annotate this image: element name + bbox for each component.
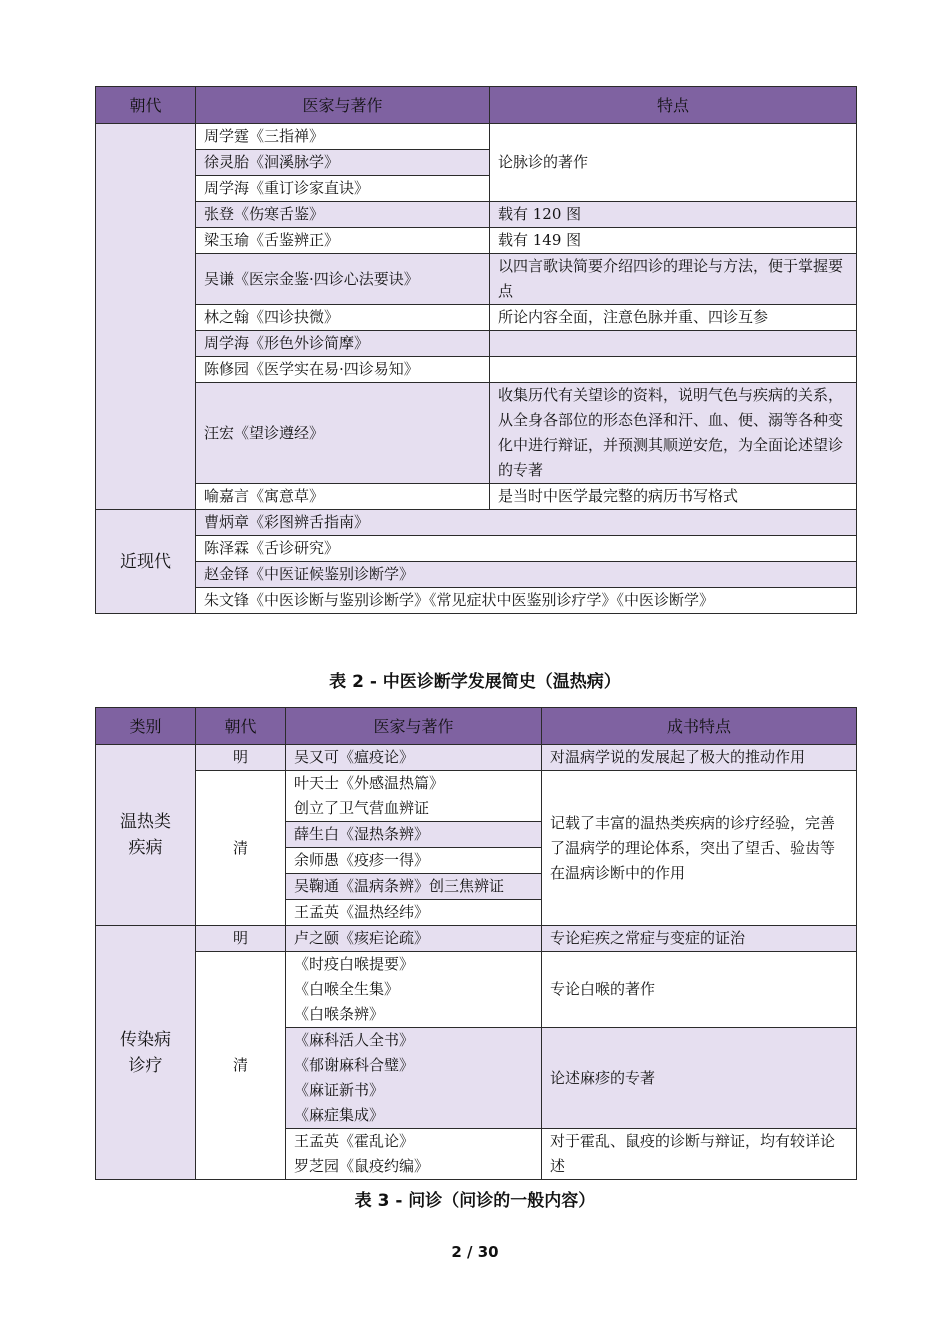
- feature-cell: 论脉诊的著作: [490, 124, 857, 202]
- modern-work-cell: 朱文锋《中医诊断与鉴别诊断学》《常见症状中医鉴别诊疗学》《中医诊断学》: [196, 588, 857, 614]
- feature-cell: 对于霍乱、鼠疫的诊断与辩证，均有较详论述: [542, 1129, 857, 1180]
- feature-cell: 所论内容全面，注意色脉并重、四诊互参: [490, 305, 857, 331]
- table-row: [96, 745, 857, 771]
- table-row: [96, 510, 857, 536]
- work-cell: [286, 771, 542, 822]
- feature-cell: 载有 120 图: [490, 202, 857, 228]
- work-line: 王孟英《霍乱论》: [294, 1132, 415, 1150]
- feature-cell: 专论白喉的著作: [542, 952, 857, 1028]
- work-cell: [286, 952, 542, 1028]
- work-cell: 吴鞠通《温病条辨》创三焦辨证: [286, 874, 542, 900]
- table-row: [96, 305, 857, 331]
- page-number: 2 / 30: [451, 1243, 499, 1261]
- dynasty-cell: 清: [196, 771, 286, 926]
- feature-cell: 专论疟疾之常症与变症的证治: [542, 926, 857, 952]
- table-header-row: [96, 87, 857, 124]
- dynasty-cell: 明: [196, 926, 286, 952]
- category-line: 传染病: [120, 1029, 171, 1050]
- work-line: 《麻症集成》: [294, 1106, 385, 1124]
- work-line: 罗芝园《鼠疫约编》: [294, 1157, 430, 1175]
- category-line: 疾病: [128, 838, 163, 858]
- feature-cell: [490, 331, 857, 357]
- table-warm-disease: [95, 707, 857, 1180]
- table-row: [96, 383, 857, 484]
- table-row: [96, 228, 857, 254]
- header-dynasty: 朝代: [96, 87, 196, 124]
- modern-work-cell: 曹炳章《彩图辨舌指南》: [196, 510, 857, 536]
- modern-work-cell: 赵金铎《中医证候鉴别诊断学》: [196, 562, 857, 588]
- work-cell: 张登《伤寒舌鉴》: [196, 202, 490, 228]
- category-cell-warm: [96, 745, 196, 926]
- work-line: 《时疫白喉提要》: [294, 955, 415, 973]
- work-line: 创立了卫气营血辨证: [294, 799, 430, 817]
- feature-cell: 是当时中医学最完整的病历书写格式: [490, 484, 857, 510]
- work-cell: 吴谦《医宗金鉴·四诊心法要诀》: [196, 254, 490, 305]
- table-row: [96, 952, 857, 1028]
- work-line: 《白喉条辨》: [294, 1005, 385, 1023]
- dynasty-cell: 清: [196, 952, 286, 1180]
- table-row: [96, 124, 857, 150]
- work-cell: 梁玉瑜《舌鉴辨正》: [196, 228, 490, 254]
- table2-title: 表 2 - 中医诊断学发展简史（温热病）: [329, 672, 621, 692]
- work-cell: [286, 1028, 542, 1129]
- table-header-row: [96, 708, 857, 745]
- work-cell: 周学海《重订诊家直诀》: [196, 176, 490, 202]
- feature-cell: 记载了丰富的温热类疾病的诊疗经验，完善了温病学的理论体系，突出了望舌、验齿等在温病诊断中的作用: [542, 771, 857, 926]
- work-cell: 卢之颐《痎疟论疏》: [286, 926, 542, 952]
- table-row: [96, 331, 857, 357]
- dynasty-cell: 明: [196, 745, 286, 771]
- feature-cell: 论述麻疹的专著: [542, 1028, 857, 1129]
- category-cell-infectious: [96, 926, 196, 1180]
- work-cell: 陈修园《医学实在易·四诊易知》: [196, 357, 490, 383]
- table-row: [96, 926, 857, 952]
- feature-cell: 对温病学说的发展起了极大的推动作用: [542, 745, 857, 771]
- work-cell: 周学霆《三指禅》: [196, 124, 490, 150]
- header-works: 医家与著作: [286, 708, 542, 745]
- work-cell: 汪宏《望诊遵经》: [196, 383, 490, 484]
- dynasty-cell-modern: 近现代: [96, 510, 196, 614]
- work-cell: 吴又可《瘟疫论》: [286, 745, 542, 771]
- table3-title: 表 3 - 问诊（问诊的一般内容）: [354, 1191, 596, 1211]
- table-row: [96, 254, 857, 305]
- table-row: [96, 771, 857, 822]
- table-row: [96, 562, 857, 588]
- modern-work-cell: 陈泽霖《舌诊研究》: [196, 536, 857, 562]
- table-row: [96, 588, 857, 614]
- work-line: 《麻证新书》: [294, 1081, 385, 1099]
- feature-cell: [490, 357, 857, 383]
- work-cell: 周学海《形色外诊简摩》: [196, 331, 490, 357]
- dynasty-cell-empty: [96, 124, 196, 510]
- header-category: 类别: [96, 708, 196, 745]
- feature-cell: 收集历代有关望诊的资料，说明气色与疾病的关系，从全身各部位的形态色泽和汗、血、便、溺等各种变化中进行辩证，并预测其顺逆安危，为全面论述望诊的专著: [490, 383, 857, 484]
- work-line: 《麻科活人全书》: [294, 1031, 415, 1049]
- work-cell: 余师愚《疫疹一得》: [286, 848, 542, 874]
- table-row: [96, 357, 857, 383]
- table-row: [96, 536, 857, 562]
- feature-cell: 以四言歌诀简要介绍四诊的理论与方法，便于掌握要点: [490, 254, 857, 305]
- header-works: 医家与著作: [196, 87, 490, 124]
- work-line: 叶天士《外感温热篇》: [294, 774, 445, 792]
- work-cell: [286, 1129, 542, 1180]
- header-features: 成书特点: [542, 708, 857, 745]
- work-line: 《白喉全生集》: [294, 980, 400, 998]
- table-row: [96, 484, 857, 510]
- work-cell: 徐灵胎《洄溪脉学》: [196, 150, 490, 176]
- header-dynasty: 朝代: [196, 708, 286, 745]
- work-cell: 喻嘉言《寓意草》: [196, 484, 490, 510]
- table-row: [96, 202, 857, 228]
- work-line: 《郁谢麻科合璧》: [294, 1056, 415, 1074]
- work-cell: 王孟英《温热经纬》: [286, 900, 542, 926]
- category-line: 温热类: [120, 812, 171, 832]
- category-line: 诊疗: [128, 1055, 163, 1076]
- work-cell: 薛生白《湿热条辨》: [286, 822, 542, 848]
- header-features: 特点: [490, 87, 857, 124]
- table-dynasty-works: [95, 86, 857, 614]
- work-cell: 林之翰《四诊抉微》: [196, 305, 490, 331]
- feature-cell: 载有 149 图: [490, 228, 857, 254]
